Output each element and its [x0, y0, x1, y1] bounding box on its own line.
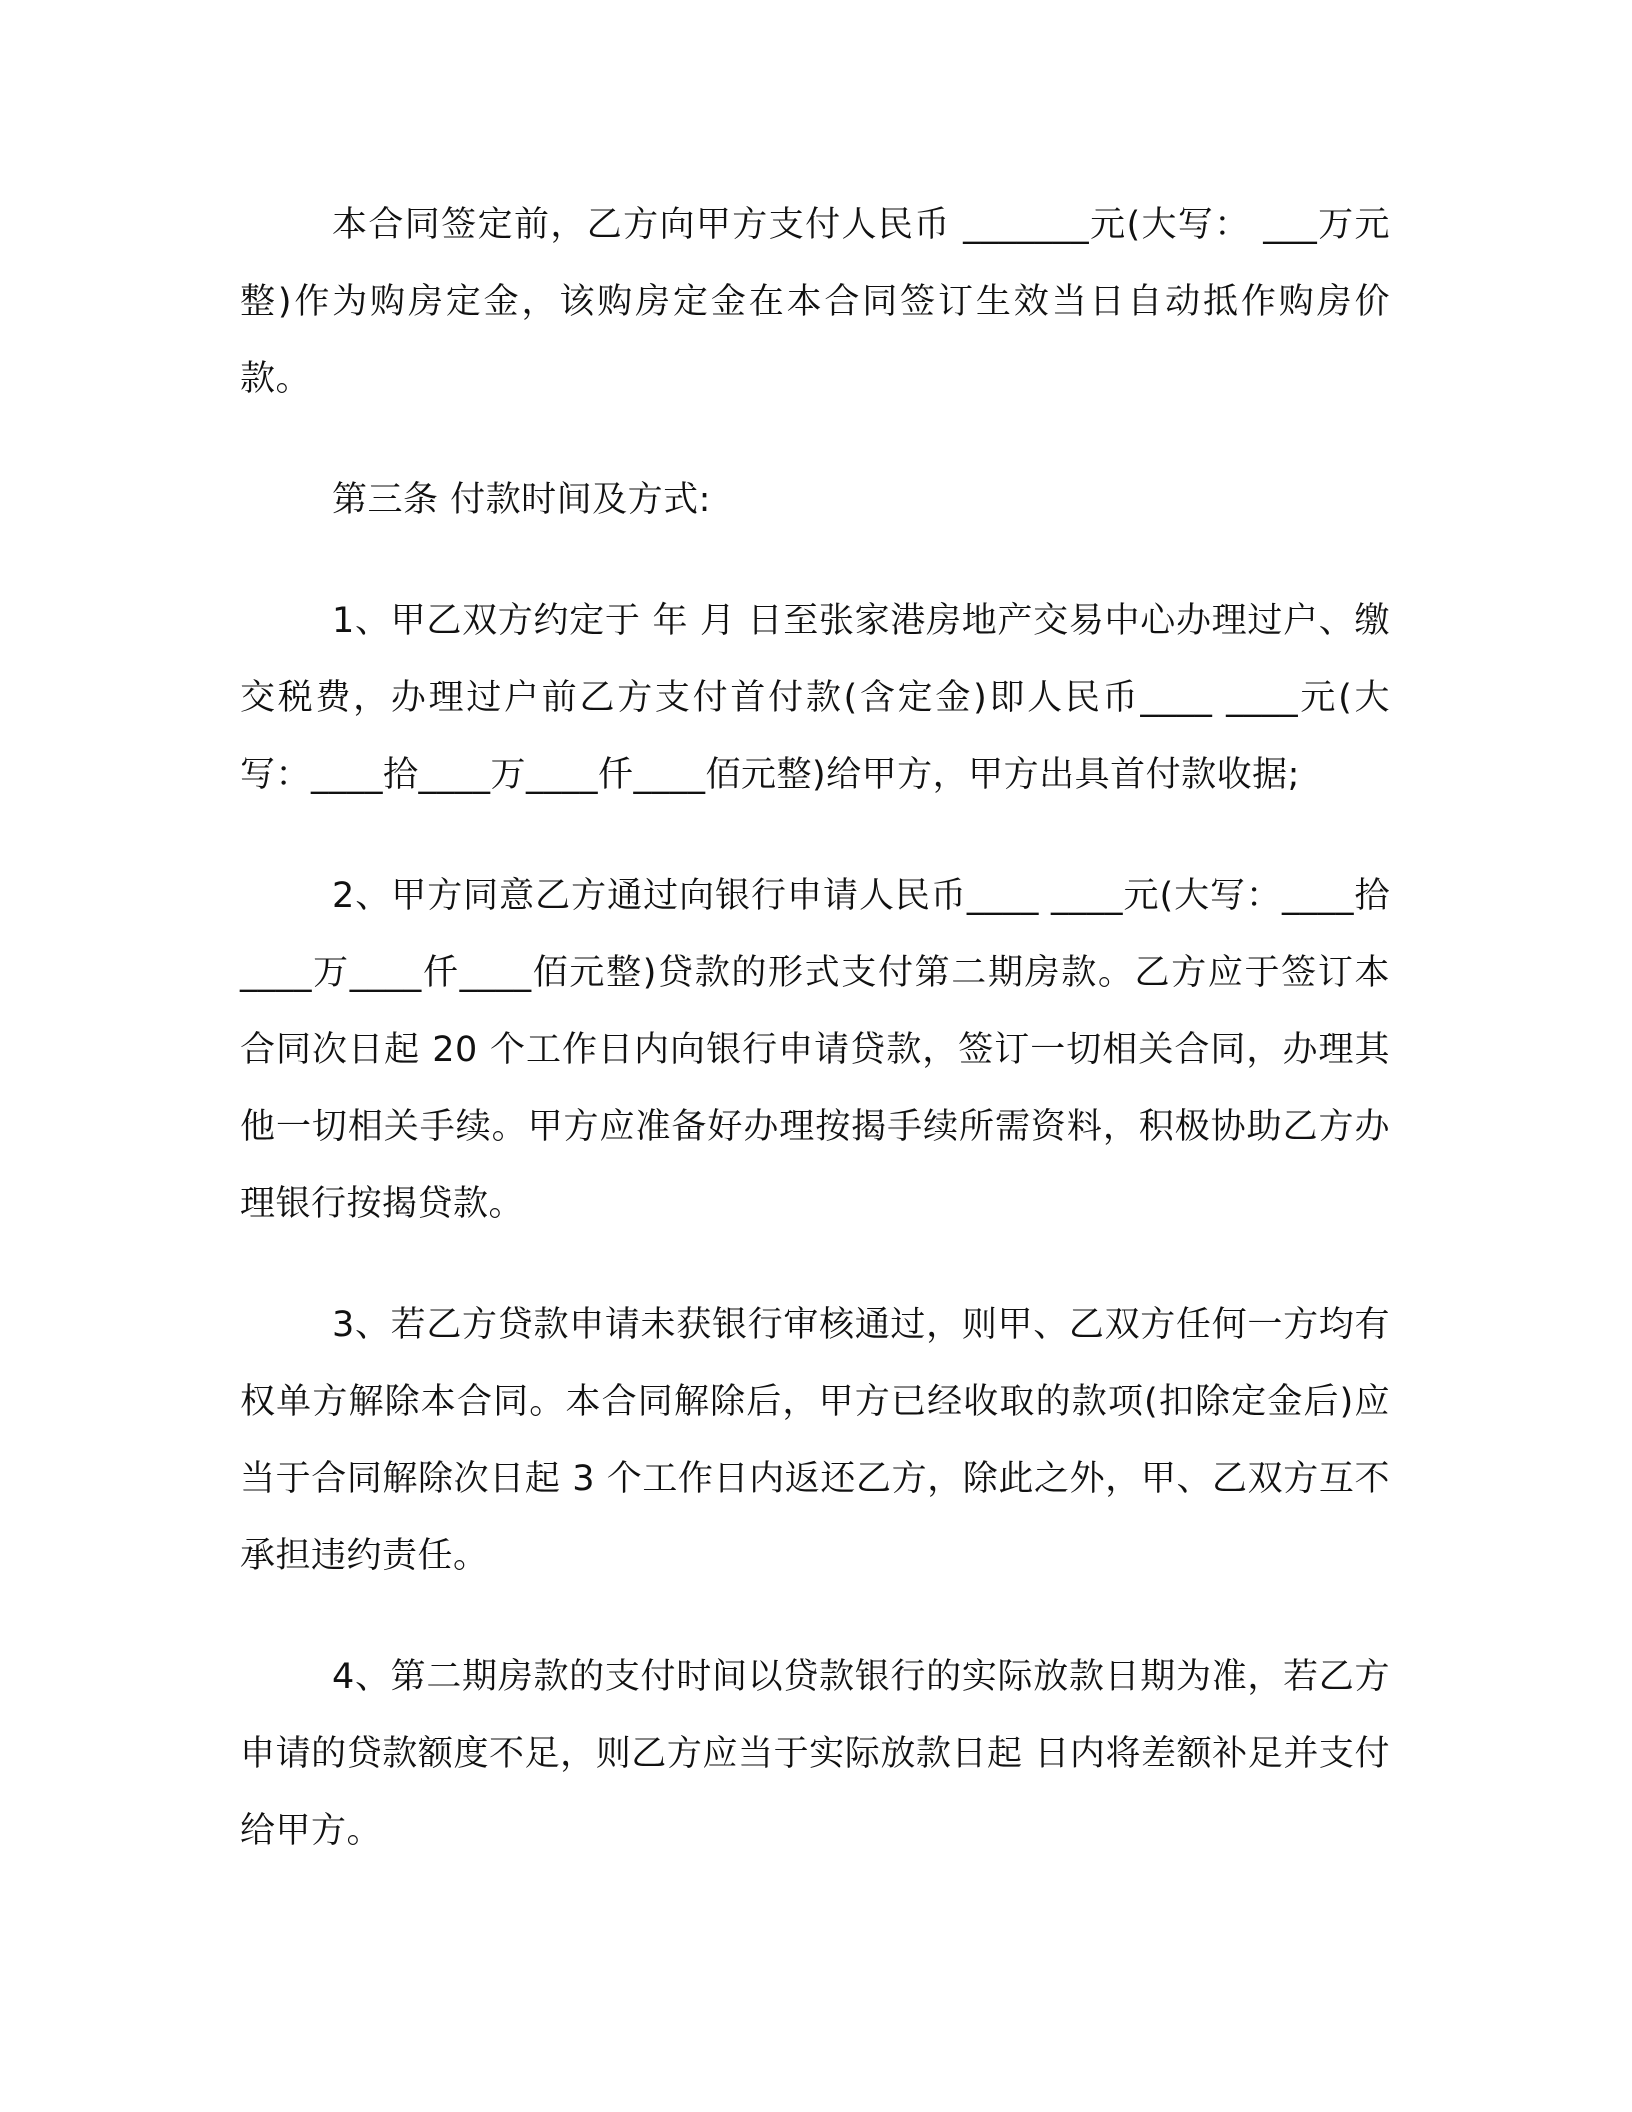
clause-4: 4、第二期房款的支付时间以贷款银行的实际放款日期为准，若乙方申请的贷款额度不足，则乙方应当于实际放款日起 日内将差额补足并支付给甲方。 [240, 1657, 1390, 1851]
paragraph-deposit: 本合同签定前，乙方向甲方支付人民币 _______元(大写： ___万元整)作为购房定金，该购房定金在本合同签订生效当日自动抵作购房价款。 [240, 205, 1390, 399]
clause-2: 2、甲方同意乙方通过向银行申请人民币____ ____元(大写：____拾____万____仟____佰元整)贷款的形式支付第二期房款。乙方应于签订本合同次日起 20 个工作日内向银行申请贷款，签订一切相关合同，办理其他一切相关手续。甲方应准备好办理按揭手续所需资料，积极协助乙方办理银行按揭贷款。 [240, 876, 1390, 1224]
clause-3: 3、若乙方贷款申请未获银行审核通过，则甲、乙双方任何一方均有权单方解除本合同。本合同解除后，甲方已经收取的款项(扣除定金后)应当于合同解除次日起 3 个工作日内返还乙方，除此之外，甲、乙双方互不承担违约责任。 [240, 1305, 1390, 1576]
article-3-heading: 第三条 付款时间及方式: [332, 480, 711, 520]
clause-1: 1、甲乙双方约定于 年 月 日至张家港房地产交易中心办理过户、缴交税费，办理过户前乙方支付首付款(含定金)即人民币____ ____元(大写：____拾____万____仟____佰元整)给甲方，甲方出具首付款收据; [240, 601, 1390, 795]
document-body [240, 187, 1390, 1914]
